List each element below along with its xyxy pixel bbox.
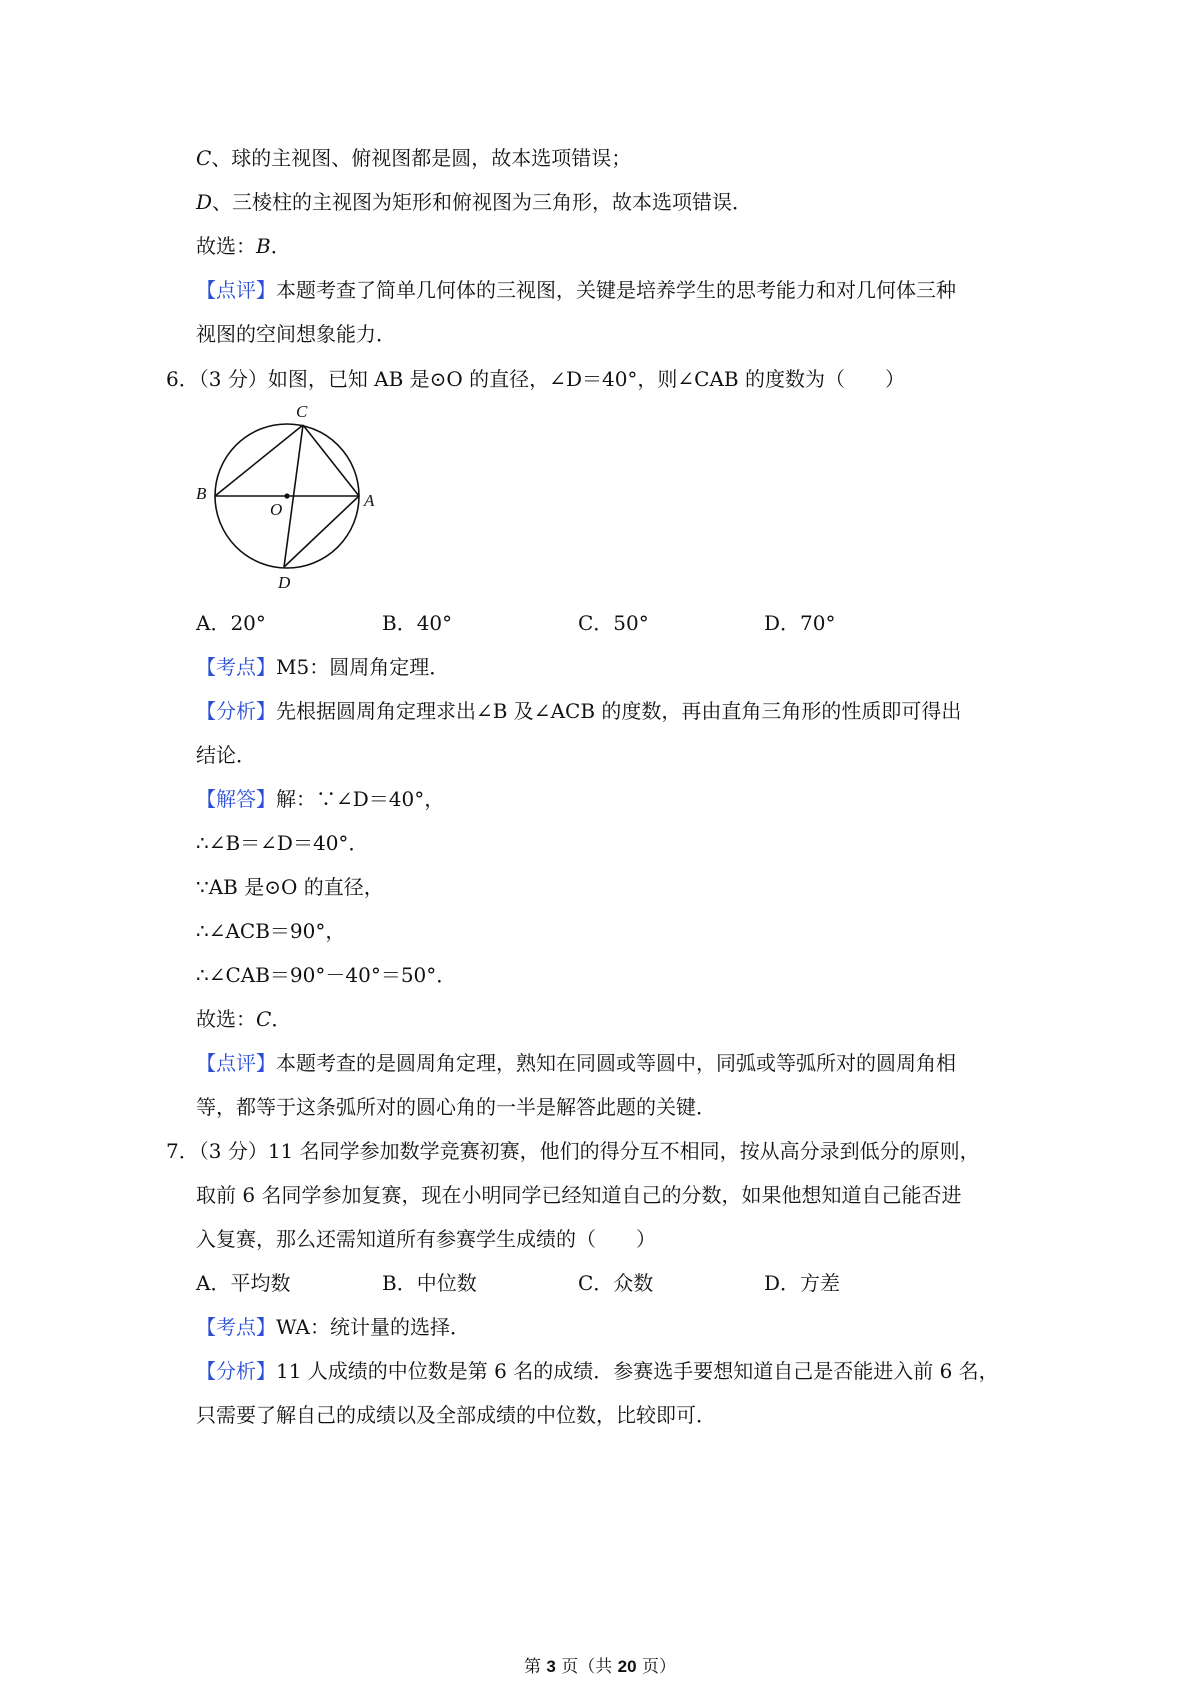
center-point bbox=[284, 493, 289, 498]
q7-fenxi-line2: 只需要了解自己的成绩以及全部成绩的中位数，比较即可． bbox=[196, 1403, 716, 1427]
kaodian-tag: 【考点】 bbox=[196, 655, 276, 679]
option-text: 、球的主视图、俯视图都是圆，故本选项错误； bbox=[211, 146, 632, 170]
q6-comment-line1: 【点评】本题考查的是圆周角定理，熟知在同圆或等圆中，同弧或等弧所对的圆周角相 bbox=[196, 1051, 956, 1075]
question-number: 6． bbox=[166, 367, 199, 391]
q6-option-b[interactable]: B．40° bbox=[382, 611, 453, 635]
q7-stem-line2: 取前 6 名同学参加复赛，现在小明同学已经知道自己的分数，如果他想知道自己能否进 bbox=[196, 1183, 962, 1207]
q7-option-c[interactable]: C．众数 bbox=[578, 1271, 654, 1295]
option-letter: C bbox=[196, 146, 212, 170]
option-letter: D bbox=[196, 190, 213, 214]
circle-geometry-figure bbox=[196, 400, 396, 600]
label-b: B bbox=[196, 484, 207, 503]
question-text: （3 分）如图，已知 AB 是⊙O 的直径，∠D＝40°，则∠CAB 的度数为（ ） bbox=[198, 367, 905, 391]
q6-step-3: ∴∠ACB＝90°， bbox=[196, 919, 346, 943]
chord-bc bbox=[215, 425, 303, 496]
q6-fenxi-line1: 【分析】先根据圆周角定理求出∠B 及∠ACB 的度数，再由直角三角形的性质即可得出 bbox=[196, 699, 962, 723]
label-a: A bbox=[364, 491, 375, 510]
q6-step-1: ∴∠B＝∠D＝40°． bbox=[196, 831, 369, 855]
q6-kaodian: 【考点】M5：圆周角定理． bbox=[196, 655, 450, 679]
q6-stem bbox=[166, 365, 905, 393]
q6-step-4: ∴∠CAB＝90°－40°＝50°． bbox=[196, 963, 457, 987]
fenxi-tag: 【分析】 bbox=[196, 699, 276, 723]
label-d: D bbox=[278, 573, 291, 592]
q7-option-a[interactable]: A．平均数 bbox=[196, 1271, 291, 1295]
q6-step-2: ∵AB 是⊙O 的直径， bbox=[196, 875, 384, 899]
label-o: O bbox=[270, 500, 283, 519]
q6-option-a[interactable]: A．20° bbox=[196, 611, 266, 635]
q6-option-d[interactable]: D．70° bbox=[764, 611, 836, 635]
prev-comment-line1: 【点评】本题考查了简单几何体的三视图，关键是培养学生的思考能力和对几何体三种 bbox=[196, 278, 956, 302]
question-number: 7． bbox=[166, 1139, 199, 1163]
q6-jieda: 【解答】解：∵∠D＝40°， bbox=[196, 787, 445, 811]
q6-option-c[interactable]: C．50° bbox=[578, 611, 649, 635]
chord-ca bbox=[303, 425, 359, 496]
fenxi-tag: 【分析】 bbox=[196, 1359, 276, 1383]
prev-answer: 故选：B． bbox=[196, 234, 291, 258]
q7-stem-line3: 入复赛，那么还需知道所有参赛学生成绩的（ ） bbox=[196, 1227, 656, 1251]
q6-comment-line2: 等，都等于这条弧所对的圆心角的一半是解答此题的关键． bbox=[196, 1095, 716, 1119]
option-text: 、三棱柱的主视图为矩形和俯视图为三角形，故本选项错误． bbox=[212, 190, 753, 214]
jieda-tag: 【解答】 bbox=[196, 787, 276, 811]
page-footer: 第 3 页（共 20 页） bbox=[523, 1657, 676, 1677]
comment-tag: 【点评】 bbox=[196, 278, 276, 302]
prev-comment-line2: 视图的空间想象能力． bbox=[196, 322, 396, 346]
answer-letter: B bbox=[256, 234, 271, 258]
chord-da bbox=[284, 496, 359, 567]
kaodian-tag: 【考点】 bbox=[196, 1315, 276, 1339]
q7-fenxi-line1: 【分析】11 人成绩的中位数是第 6 名的成绩．参赛选手要想知道自己是否能进入前 6 名， bbox=[196, 1359, 999, 1383]
page-total: 20 bbox=[617, 1657, 637, 1676]
q7-option-b[interactable]: B．中位数 bbox=[382, 1271, 477, 1295]
q7-stem-line1: 7．（3 分）11 名同学参加数学竞赛初赛，他们的得分互不相同，按从高分录到低分的原则， bbox=[166, 1139, 980, 1163]
q7-option-d[interactable]: D．方差 bbox=[764, 1271, 841, 1295]
label-c: C bbox=[296, 402, 308, 421]
q7-kaodian: 【考点】WA：统计量的选择． bbox=[196, 1315, 471, 1339]
q6-fenxi-line2: 结论． bbox=[196, 743, 256, 767]
q6-answer: 故选：C． bbox=[196, 1007, 292, 1031]
page-number: 3 bbox=[546, 1657, 556, 1676]
prev-option-c-analysis bbox=[196, 144, 631, 172]
prev-option-d-analysis bbox=[196, 188, 752, 216]
comment-tag: 【点评】 bbox=[196, 1051, 276, 1075]
answer-letter: C bbox=[256, 1007, 272, 1031]
